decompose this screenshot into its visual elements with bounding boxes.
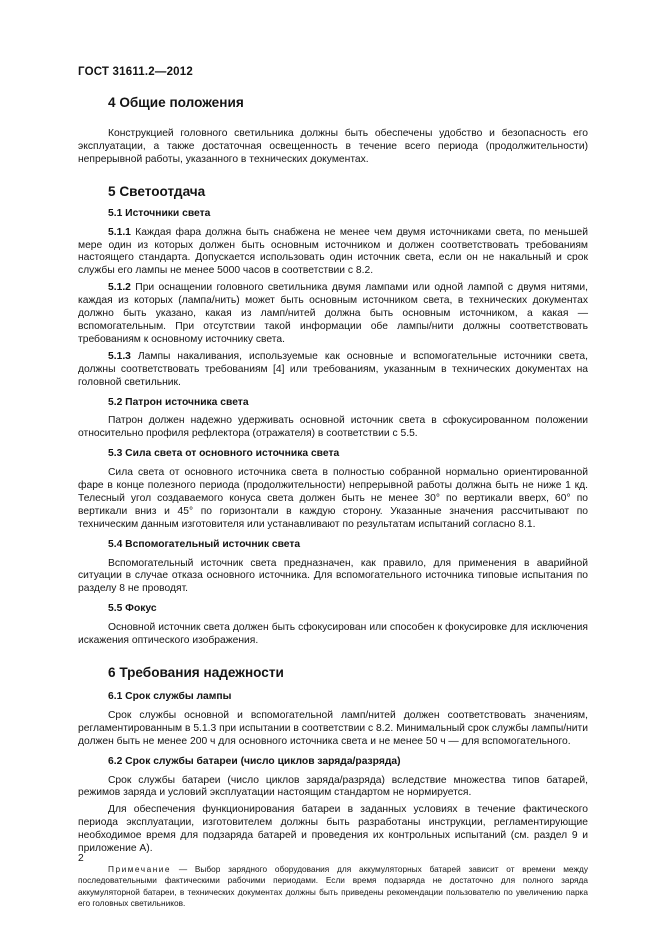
section-5-title: 5 Светоотдача [108, 183, 206, 199]
paragraph-6-1: Срок службы основной и вспомогательной ламп/нитей должен соответствовать значениям, регламентированным в 5.1.3 при испытании в соответствии с 8.2. Минимальный срок службы лампы/нити должен быть не менее 200 ч для основного источника света и не менее 50 ч — для вспомогательного. [78, 709, 588, 747]
clause-5-1-2-number: 5.1.2 [108, 282, 131, 294]
subsection-5-5-title: 5.5 Фокус [108, 603, 157, 615]
clause-5-1-2-text: При оснащении головного светильника двумя лампами или одной лампой с двумя нитями, каждая из которых (лампа/нить) может быть основным источником света, в технических документах должно быть указано, какая из ламп/нитей должна быть основным источником, а какая — вспомогательным. При отсутствии такой информации обе лампы/нити должны соответствовать требованиям к основному источнику света. [78, 282, 588, 345]
paragraph-5-4: Вспомогательный источник света предназначен, как правило, для применения в аварийной ситуации в случае отказа основного источника. Для вспомогательного источника типовые испытания по разделу 8 не проводят. [78, 557, 588, 595]
note-text: — Выбор зарядного оборудования для аккумуляторных батарей зависит от времени между последовательными фактическими рабочими периодами. Если время подзаряда не достаточно для полного заряда аккумуляторной батареи, в технических документах должны быть приведены рекомендации пользователю по увеличению парка его головных светильников. [78, 863, 588, 908]
paragraph-6-2-1: Срок службы батареи (число циклов заряда/разряда) вследствие множества типов батарей, режимов заряда и условий эксплуатации настоящим стандартом не нормируется. [78, 774, 588, 799]
clause-5-1-3-number: 5.1.3 [108, 350, 131, 362]
page-number: 2 [78, 853, 84, 864]
paragraph-6-2-2: Для обеспечения функционирования батареи в заданных условиях в течение фактического периода эксплуатации, изготовителем должны быть разработаны инструкции, регламентирующие необходимое время для подзаряда батарей и проведения их контрольных испытаний (см. раздел 9 и приложение А). [78, 804, 588, 855]
clause-5-1-1-number: 5.1.1 [108, 226, 131, 238]
subsection-6-1-title: 6.1 Срок службы лампы [108, 691, 232, 702]
paragraph-5-5: Основной источник света должен быть сфокусирован или способен к фокусировке для исключения искажения оптического изображения. [78, 622, 588, 647]
section-6-title: 6 Требования надежности [108, 665, 284, 680]
subsection-5-1-title: 5.1 Источники света [108, 207, 211, 219]
document-body [78, 88, 588, 909]
paragraph-5-3: Сила света от основного источника света в полностью собранной нормально ориентированной фаре в конце полезного периода (продолжительности) непрерывной работы должна быть не ниже 1 кд. Телесный угол создаваемого конуса света должен быть не менее 30° по вертикали вверх, 60° по вертикали вниз и 45° по горизонтали в каждую сторону. Указанные значения рассчитывают по техническим данным изготовителя или устанавливают по результатам испытаний согласно 8.1. [78, 467, 588, 530]
note-label: Примечание [108, 863, 172, 874]
section-4-paragraph: Конструкцией головного светильника должны быть обеспечены удобство и безопасность его эксплуатации, а также достаточная освещенность в течение всего периода (продолжительности) непрерывной работы, указанного в технических документах. [78, 128, 588, 165]
paragraph-5-1-3 [78, 351, 588, 390]
paragraph-5-2: Патрон должен надежно удерживать основной источник света в сфокусированном положении относительно профиля рефлектора (отражателя) в соответствии с 5.5. [78, 415, 588, 440]
document-header: ГОСТ 31611.2—2012 [78, 66, 193, 78]
paragraph-5-1-1 [78, 227, 588, 279]
subsection-5-4-title: 5.4 Вспомогательный источник света [108, 538, 301, 550]
subsection-5-2-title: 5.2 Патрон источника света [108, 396, 249, 408]
clause-5-1-3-text: Лампы накаливания, используемые как основные и вспомогательные источники света, должны соответствовать требованиям [4] или требованиям, указанным в технических документах на головной светильник. [78, 350, 588, 388]
subsection-6-2-title: 6.2 Срок службы батареи (число циклов заряда/разряда) [108, 755, 401, 767]
note-paragraph [78, 864, 588, 909]
clause-5-1-1-text: Каждая фара должна быть снабжена не менее чем двумя источниками света, по меньшей мере один из которых должен быть основным источником и должен соответствовать требованиям настоящего стандарта. Допускается использовать один источник света, если он не накальный и срок службы его лампы не менее 5000 часов в соответствии с 8.2. [78, 226, 588, 277]
subsection-5-3-title: 5.3 Сила света от основного источника света [108, 448, 340, 460]
section-4-title: 4 Общие положения [108, 95, 244, 110]
paragraph-5-1-2 [78, 282, 588, 347]
